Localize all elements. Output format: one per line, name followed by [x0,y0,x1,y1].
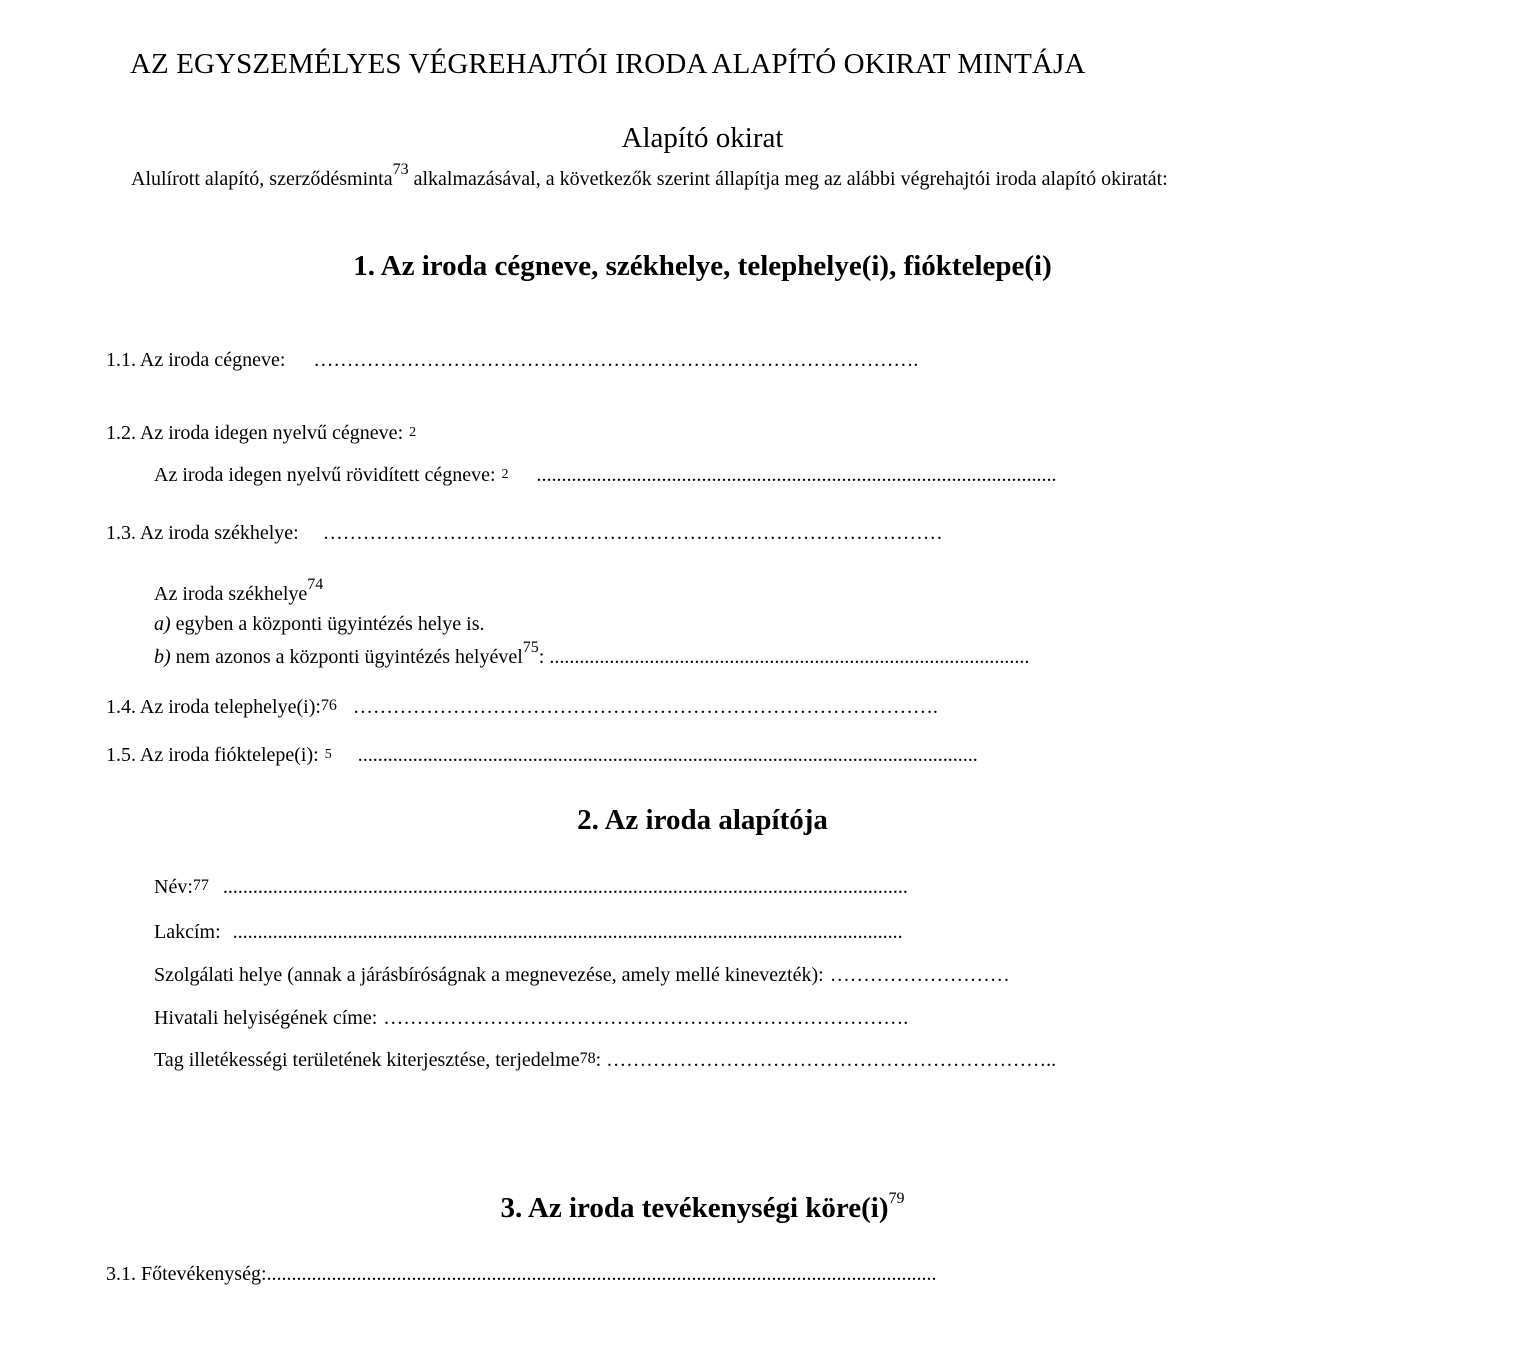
field-duty-station[interactable] [154,964,1010,987]
footnote-ref-79: 79 [888,1190,905,1208]
section-2-heading: 2. Az iroda alapítója [577,804,828,836]
field-founder-address[interactable] [154,921,903,944]
footnote-ref-73: 73 [392,161,409,179]
field-founder-address-label: Lakcím: [154,921,221,943]
field-main-activity-fill[interactable]: ...................................................................................................................................... [266,1263,937,1285]
field-foreign-short-name-label: Az iroda idegen nyelvű rövidített cégneve: [154,464,496,486]
seat-option-b-text: nem azonos a központi ügyintézés helyével [170,646,523,668]
field-founder-name-label: Név: [154,876,193,898]
seat-option-b-fill[interactable]: : ................................................................................................ [538,646,1030,668]
footnote-ref-74: 74 [307,576,324,594]
document-subtitle: Alapító okirat [621,122,784,154]
field-premises-label: 1.4. Az iroda telephelye(i): [106,696,321,718]
footnote-ref-75: 75 [522,639,539,657]
section-1-heading: 1. Az iroda cégneve, székhelye, telephelye(i), fióktelepe(i) [353,250,1052,282]
field-territory-label: Tag illetékességi területének kiterjesztése, terjedelme [154,1049,580,1071]
field-main-activity[interactable] [106,1263,937,1286]
seat-option-a-letter: a) [154,613,171,635]
seat-option-b[interactable] [154,639,1030,669]
seat-note-heading [154,576,324,606]
field-office-address[interactable] [154,1007,908,1030]
field-territory[interactable]: Tag illetékességi területének kiterjesztése, terjedelme $^{78}$ : ………………………………………………………….. [154,1049,1057,1071]
intro-text-start: Alulírott alapító, szerződésminta [131,168,393,190]
field-seat-label: 1.3. Az iroda székhelye: [106,522,299,544]
field-territory-fill[interactable]: : ………………………………………………………….. [595,1049,1057,1071]
field-foreign-name-label: 1.2. Az iroda idegen nyelvű cégneve: [106,422,404,444]
seat-option-a-text: egyben a központi ügyintézés helye is. [170,613,485,635]
field-company-name-fill[interactable]: ………………………………………………………………………………. [313,349,919,371]
field-seat-fill[interactable]: ………………………………………………………………………………… [322,522,943,544]
field-foreign-name[interactable]: 1.2. Az iroda idegen nyelvű cégneve: $^2$ [106,422,417,444]
field-office-address-fill[interactable]: ……………………………………………………………………. [383,1007,909,1029]
field-branches[interactable]: 1.5. Az iroda fióktelepe(i): $^5$ ............................................................................................................................ [106,744,978,766]
field-founder-name[interactable]: Név: $^{77}$ ......................................................................................................................................... [154,876,908,898]
field-company-name-label: 1.1. Az iroda cégneve: [106,349,286,371]
field-office-address-label: Hivatali helyiségének címe: [154,1007,378,1029]
field-duty-station-fill[interactable]: ……………………… [829,964,1010,986]
intro-paragraph [106,161,1298,194]
seat-option-b-letter: b) [154,646,171,668]
field-premises[interactable]: 1.4. Az iroda telephelye(i): $^{76}$ ……………………………………………………………………………. [106,696,938,718]
document-title: AZ EGYSZEMÉLYES VÉGREHAJTÓI IRODA ALAPÍTÓ OKIRAT MINTÁJA [130,48,1086,80]
seat-note-label: Az iroda székhelye [154,583,308,605]
field-company-name[interactable] [106,349,918,372]
section-3-heading [0,1192,1405,1225]
field-founder-name-fill[interactable]: ......................................................................................................................................... [222,876,908,898]
field-foreign-short-name-fill[interactable]: ........................................................................................................ [536,464,1057,486]
field-duty-station-label: Szolgálati helye (annak a járásbíróságnak a megnevezése, amely mellé kinevezték): [154,964,824,986]
field-foreign-short-name[interactable]: Az iroda idegen nyelvű rövidített cégneve: $^2$ ........................................................................................................ [154,464,1057,486]
intro-text-end: alkalmazásával, a következők szerint állapítja meg az alábbi végrehajtói iroda alapító okiratát: [408,168,1168,190]
field-branches-fill[interactable]: ............................................................................................................................ [357,744,978,766]
section-3-heading-text: 3. Az iroda tevékenységi köre(i) [500,1192,889,1224]
field-founder-address-fill[interactable]: ...................................................................................................................................... [232,921,903,943]
seat-option-a[interactable] [154,613,484,636]
field-premises-fill[interactable]: ……………………………………………………………………………. [352,696,938,718]
field-main-activity-label: 3.1. Főtevékenység: [106,1263,267,1285]
field-branches-label: 1.5. Az iroda fióktelepe(i): [106,744,319,766]
field-seat[interactable] [106,522,943,545]
